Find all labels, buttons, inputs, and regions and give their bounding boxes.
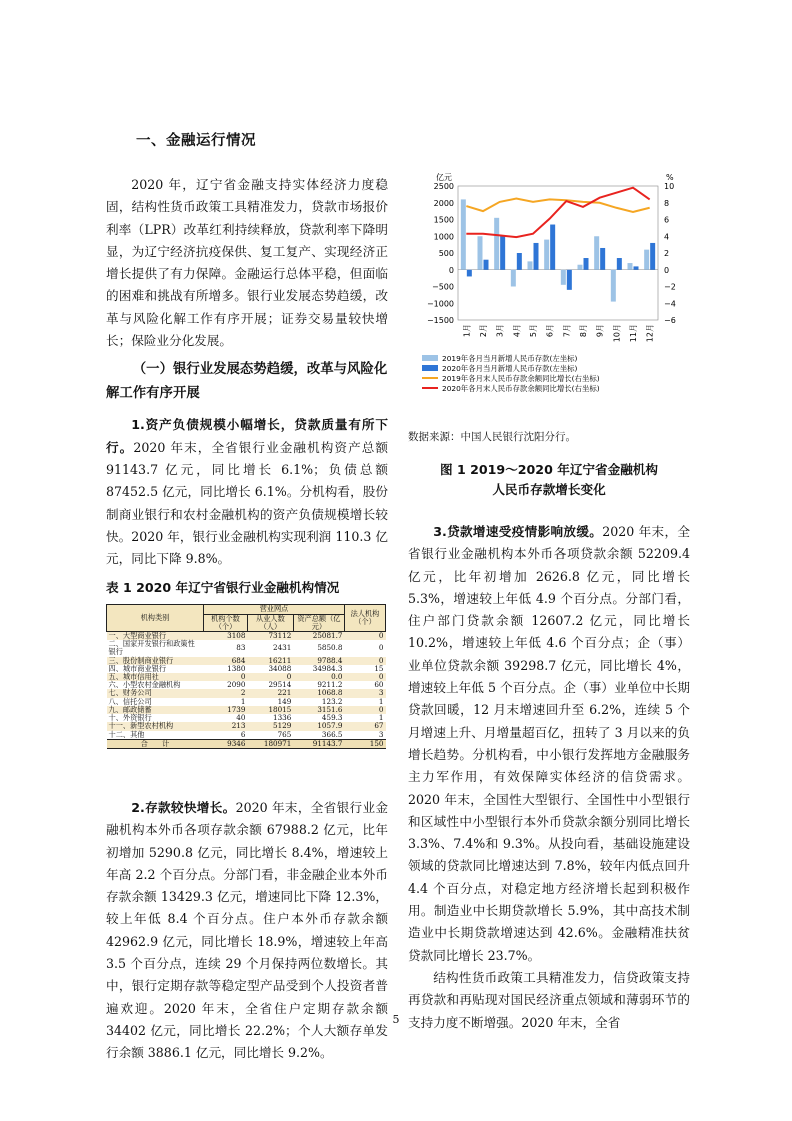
table1-cell-count: 3108 — [204, 632, 248, 641]
table1-cell-legal: 60 — [374, 680, 384, 690]
category-label: 2月 — [479, 324, 488, 338]
right-column-lower — [408, 521, 690, 1034]
category-label: 9月 — [595, 324, 605, 338]
table1-cell-staff: 5129 — [247, 722, 293, 730]
table1-cell-legal: 3 — [345, 689, 386, 697]
bar-2019 — [611, 270, 616, 302]
table1-cell-count: 684 — [204, 657, 248, 665]
table1-cell-type: 二、国家开发银行和政策性银行 — [108, 639, 195, 657]
table1-cell-type: 五、城市信用社 — [107, 673, 204, 681]
legend-label: 2019年各月当月新增人民币存款(左坐标) — [442, 354, 578, 363]
intro-paragraph: 2020 年，辽宁省金融支持实体经济力度稳固，结构性货币政策工具精准发力，贷款市场报价利率（LPR）改革红利持续释放，贷款利率下降明显，为辽宁经济抗疫保供、复工复产、实现经济正增长提供了有力保障。金融运行总体平稳，但面临的困难和挑战有所增多。银行业发展态势趋缓，改革与风险化解工作有序开展；证券交易量较快增长；保险业分化发展。 — [106, 177, 388, 349]
subsection-title: （一）银行业发展态势趋缓，改革与风险化解工作有序开展 — [106, 362, 388, 402]
table1-cell-type: 十二、其他 — [108, 729, 145, 739]
table1-cell-count: 2090 — [227, 680, 246, 690]
right-tick-label: 0 — [664, 265, 670, 275]
legend-label: 2020年各月当月新增人民币存款(左坐标) — [442, 364, 578, 373]
table1-cell-count: 2 — [204, 689, 248, 697]
right-tick-label: 8 — [664, 198, 670, 208]
bar-2020 — [500, 236, 505, 270]
table1-cell-legal: 15 — [374, 663, 384, 673]
bar-2019 — [578, 265, 583, 270]
left-tick-label: 1000 — [433, 232, 454, 242]
table1-cell-assets: 34984.3 — [312, 663, 343, 673]
table1-cell-staff: 2431 — [273, 643, 292, 653]
left-tick-label: −500 — [432, 282, 454, 292]
legend-swatch — [422, 355, 438, 361]
table1-row — [107, 722, 386, 730]
table1-cell-count: 1739 — [204, 706, 248, 714]
table1-total-staff: 180971 — [247, 739, 293, 748]
bar-2020 — [484, 260, 489, 270]
bar-2020 — [517, 253, 522, 270]
category-label: 11月 — [629, 324, 638, 343]
table1 — [106, 604, 386, 748]
legend-label: 2019年各月末人民币存款余额同比增长(右坐标) — [442, 374, 600, 383]
table1-cell-staff: 765 — [277, 729, 292, 739]
table1-row — [107, 731, 386, 740]
category-label: 8月 — [579, 324, 588, 338]
right-tick-label: −6 — [664, 316, 676, 325]
legend-label: 2020年各月末人民币存款余额同比增长(右坐标) — [442, 384, 600, 393]
table1-header-count: 机构个数（个） — [204, 614, 248, 631]
category-label: 12月 — [645, 324, 655, 343]
bar-2019 — [594, 236, 599, 270]
table1-cell-staff: 29514 — [268, 680, 292, 690]
category-label: 1月 — [462, 324, 472, 338]
table1-cell-legal: 1 — [378, 713, 384, 723]
table1-cell-assets: 25081.7 — [293, 632, 344, 641]
left-column — [106, 129, 388, 749]
bar-2019 — [561, 270, 566, 285]
category-label: 7月 — [562, 324, 572, 338]
figure-caption-line2: 人民币存款增长变化 — [492, 482, 606, 497]
bar-2019 — [461, 199, 466, 269]
bar-2020 — [467, 270, 472, 277]
bar-2020 — [650, 243, 655, 270]
paragraph-loans — [408, 521, 690, 967]
paragraph-loans-heading: 3.贷款增速受疫情影响放缓。 — [433, 524, 603, 539]
table1-row — [107, 640, 386, 656]
paragraph-loans-text: 2020 年末，全省银行业金融机构本外币各项贷款余额 52209.4 亿元，比年初增加 2626.8 亿元，同比增长 5.3%，增速较上年低 4.9 个百分点。分部门看，住户部门贷款余额 12607.2 亿元，同比增长 10.2%，增速较上年低 4.6 个百分点；企（事）业单位贷款余额 39298.7 亿元，同比增长 4%，增速较上年低 5 个百分点。企（事）业单位中长期贷款回暖，12 月末增速回升至 6.2%，连续 5 个月增速上升、月增量超百亿，扭转了 3 月以来的负增长趋势。分机构看，中小银行发挥地方金融服务主力军作用，有效保障实体经济的信贷需求。2020 年末，全国性大型银行、全国性中小型银行和区域性中小型银行本外币贷款余额分别同比增长 3.3%、7.4%和 9.3%。从投向看，基础设施建设领域的贷款同比增速达到 7.8%，较年内低点回升 4.4 个百分点，对稳定地方经济增长起到积极作用。制造业中长期贷款增长 5.9%，其中高技术制造业中长期贷款增速达到 42.6%。金融精准扶贫贷款同比增长 23.7%。 — [408, 524, 690, 963]
table1-cell-type: 一、大型商业银行 — [107, 632, 204, 641]
bar-2020 — [567, 270, 572, 290]
table1-header-assets: 资产总额（亿元） — [293, 614, 344, 631]
table1-cell-legal: 0 — [345, 657, 386, 665]
table1-cell-legal: 0 — [345, 632, 386, 641]
figure-source: 数据来源：中国人民银行沈阳分行。 — [408, 431, 576, 443]
paragraph-assets — [106, 414, 388, 570]
deposit-chart — [408, 170, 698, 422]
page-number: 5 — [392, 1013, 400, 1026]
right-tick-label: 2 — [664, 249, 670, 258]
table1-caption: 表 1 2020 年辽宁省银行业金融机构情况 — [106, 580, 340, 596]
figure-caption-line1: 图 1 2019～2020 年辽宁省金融机构 — [440, 462, 658, 477]
bar-2019 — [494, 218, 499, 270]
table1-cell-count: 83 — [236, 643, 246, 653]
table1-cell-type: 四、城市商业银行 — [108, 663, 167, 673]
figure-block — [408, 429, 690, 500]
bar-2020 — [600, 248, 605, 270]
table1-cell-staff: 18015 — [247, 706, 293, 714]
table1-cell-legal: 0 — [345, 673, 386, 681]
table1-cell-staff: 149 — [277, 696, 292, 706]
category-label: 3月 — [495, 324, 505, 338]
left-tick-label: −1500 — [426, 316, 454, 325]
table1-cell-type: 十、外资银行 — [108, 713, 152, 723]
table1-cell-assets: 123.2 — [321, 696, 343, 706]
paragraph-policy: 结构性货币政策工具精准发力，信贷政策支持再贷款和再贴现对国民经济重点领域和薄弱环节的支持力度不断增强。2020 年末，全省 — [408, 969, 690, 1030]
table1-cell-assets: 9788.4 — [293, 657, 344, 665]
left-tick-label: 2500 — [433, 182, 454, 191]
table1-cell-assets: 1068.8 — [293, 689, 344, 697]
category-label: 5月 — [529, 324, 538, 338]
bar-2019 — [628, 263, 633, 270]
plot-area — [458, 186, 658, 320]
table1-total-count: 9346 — [204, 739, 248, 748]
left-tick-label: 1500 — [433, 215, 454, 225]
table1-cell-count: 40 — [236, 713, 246, 723]
table1-cell-type: 八、信托公司 — [108, 696, 152, 706]
bar-2020 — [550, 225, 555, 270]
table1-cell-legal: 0 — [345, 706, 386, 714]
table1-cell-staff: 0 — [247, 673, 293, 681]
table1-cell-assets: 1057.9 — [293, 722, 344, 730]
table1-cell-type: 三、股份制商业银行 — [107, 657, 204, 665]
table1-cell-count: 6 — [240, 729, 246, 739]
right-tick-label: −2 — [664, 282, 676, 292]
table1-cell-assets: 3151.6 — [293, 706, 344, 714]
table1-body — [107, 632, 386, 740]
bar-2019 — [511, 270, 516, 287]
right-tick-label: 4 — [664, 232, 670, 242]
table1-header-type: 机构类别 — [107, 605, 204, 632]
table1-cell-legal: 0 — [378, 643, 384, 653]
table1-header-legal: 法人机构（个） — [345, 605, 386, 632]
paragraph-assets-heading: 1.资产负债规模小幅增长，贷款质量有所下行。 — [106, 417, 388, 455]
table1-cell-legal: 67 — [345, 722, 386, 730]
table1-cell-count: 0 — [204, 673, 248, 681]
table1-cell-assets: 366.5 — [321, 729, 343, 739]
table1-cell-staff: 16211 — [247, 657, 293, 665]
paragraph-assets-text: 2020 年末，全省银行业金融机构资产总额 91143.7 亿元，同比增长 6.1%；负债总额 87452.5 亿元，同比增长 6.1%。分机构看，股份制商业银行和农村金融机构的资产负债规模增长较快。2020 年，银行业金融机构实现利润 110.3 亿元，同比下降 9.8%。 — [106, 439, 388, 567]
table1-total-label: 合 计 — [107, 739, 204, 748]
table1-cell-type: 十一、新型农村机构 — [107, 722, 204, 730]
bar-2020 — [534, 243, 539, 270]
right-tick-label: 6 — [664, 215, 670, 225]
right-axis-unit: % — [666, 173, 674, 182]
legend-swatch — [422, 365, 438, 371]
table1-header-group: 营业网点 — [204, 605, 345, 614]
line-2020 — [466, 188, 649, 237]
right-tick-label: −4 — [664, 299, 676, 309]
category-label: 6月 — [545, 324, 555, 338]
bar-2020 — [617, 258, 622, 270]
table1-cell-assets: 9211.2 — [317, 680, 343, 690]
table1-cell-assets: 5850.8 — [317, 643, 343, 653]
table1-total-row — [107, 739, 386, 748]
table1-cell-count: 1380 — [227, 663, 246, 673]
category-label: 4月 — [512, 324, 522, 338]
table1-total-legal: 150 — [345, 739, 386, 748]
table1-cell-type: 六、小型农村金融机构 — [108, 680, 181, 690]
table1-total-assets: 91143.7 — [293, 739, 344, 748]
table1-cell-type: 七、财务公司 — [107, 689, 204, 697]
bar-2019 — [528, 261, 533, 269]
table1-cell-staff: 221 — [247, 689, 293, 697]
table1-cell-assets: 0.0 — [293, 673, 344, 681]
table1-cell-assets: 459.3 — [321, 713, 343, 723]
table1-cell-staff: 1336 — [273, 713, 292, 723]
paragraph-deposits-heading: 2.存款较快增长。 — [131, 800, 236, 815]
left-tick-label: 2000 — [433, 198, 454, 208]
table1-header-staff: 从业人数（人） — [247, 614, 293, 631]
category-label: 10月 — [612, 324, 622, 343]
left-tick-label: −1000 — [426, 299, 454, 309]
bar-2019 — [478, 236, 483, 270]
table1-cell-count: 213 — [204, 722, 248, 730]
section-title: 一、金融运行情况 — [136, 133, 256, 149]
left-tick-label: 0 — [448, 265, 454, 275]
deposit-chart-svg — [408, 170, 698, 422]
table1-cell-staff: 34088 — [268, 663, 292, 673]
table1-cell-type: 九、邮政储蓄 — [107, 706, 204, 714]
left-axis-unit: 亿元 — [436, 173, 452, 182]
bar-2020 — [634, 266, 639, 269]
table1-cell-legal: 3 — [378, 729, 384, 739]
bar-2019 — [544, 240, 549, 270]
left-tick-label: 500 — [438, 249, 454, 258]
paragraph-deposits-text: 2020 年末，全省银行业金融机构本外币各项存款余额 67988.2 亿元，比年初增加 5290.8 亿元，同比增长 8.4%，增速较上年高 2.2 个百分点。分部门看，非金融企业本外币存款余额 13429.3 亿元，增速同比下降 12.3%，较上年低 8.4 个百分点。住户本外币存款余额 42962.9 亿元，同比增长 18.9%，增速较上年高 3.5 个百分点，连续 29 个月保持两位数增长。其中，银行定期存款等稳定型产品受到个人投资者普遍欢迎。2020 年末，全省住户定期存款余额 34402 亿元，同比增长 22.2%；个人大额存单发行余额 3886.1 亿元，同比增长 9.2%。 — [106, 800, 388, 1061]
table1-cell-count: 1 — [240, 696, 246, 706]
table1-cell-legal: 1 — [378, 696, 384, 706]
bar-2020 — [584, 258, 589, 270]
table1-cell-staff: 73112 — [247, 632, 293, 641]
bar-2019 — [644, 250, 649, 270]
right-tick-label: 10 — [664, 182, 675, 191]
